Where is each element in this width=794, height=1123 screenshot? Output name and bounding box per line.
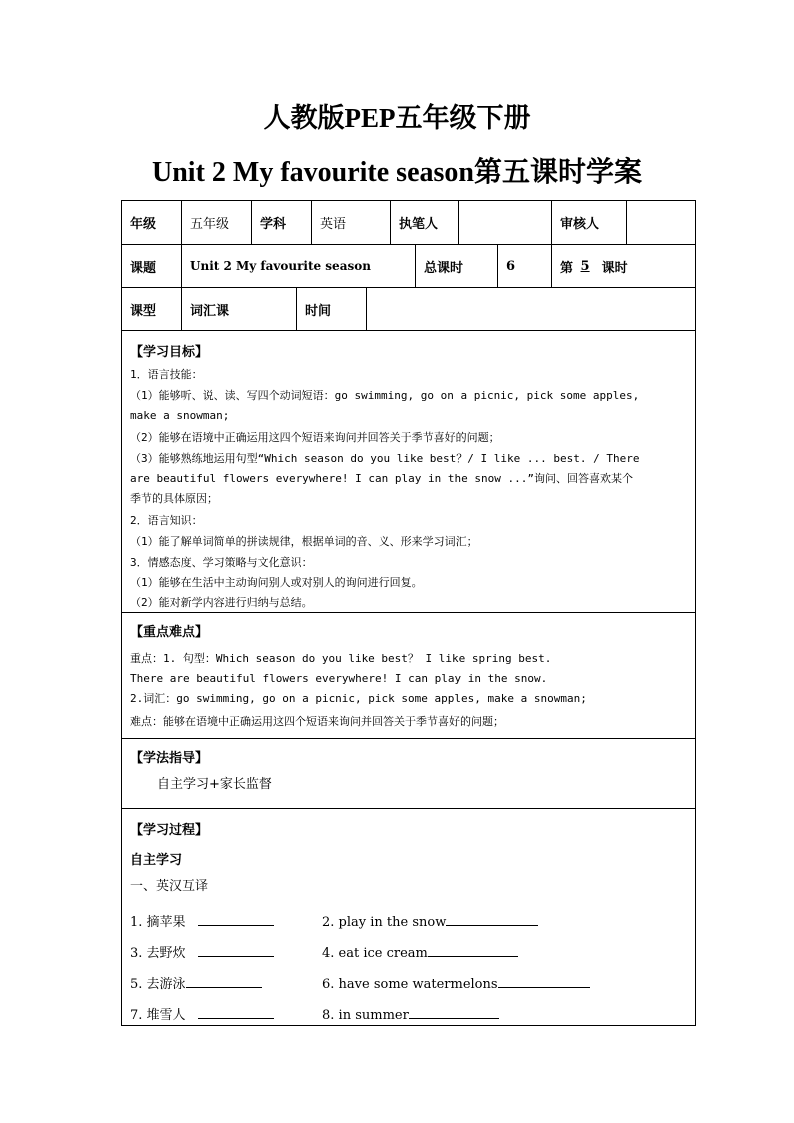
exercise-6 bbox=[322, 973, 590, 992]
grade-value: 五年级 bbox=[182, 201, 252, 244]
goal-line: （1）能了解单词简单的拼读规律，根据单词的音、义、形来学习词汇； bbox=[130, 535, 478, 548]
total-lessons-value: 6 bbox=[498, 245, 552, 287]
key-line: 2.词汇：go swimming, go on a picnic, pick some apples, make a snowman; bbox=[130, 692, 587, 705]
key-line: 难点：能够在语境中正确运用这四个短语来询问并回答关于季节喜好的问题； bbox=[130, 715, 504, 728]
exercise-5 bbox=[130, 973, 262, 992]
answer-blank-8[interactable] bbox=[409, 1004, 499, 1019]
answer-blank-6[interactable] bbox=[498, 973, 590, 988]
lesson-number bbox=[552, 245, 695, 287]
exercise-2 bbox=[322, 911, 538, 930]
goal-line: 季节的具体原因； bbox=[130, 492, 218, 505]
translation-section-title: 一、英汉互译 bbox=[130, 879, 209, 894]
method-heading: 【学法指导】 bbox=[130, 751, 209, 766]
title-line-2: Unit 2 My favourite season第五课时学案 bbox=[152, 157, 642, 188]
method-text: 自主学习+家长监督 bbox=[157, 777, 272, 792]
exercise-1 bbox=[130, 911, 274, 930]
info-row-3 bbox=[122, 288, 695, 331]
goals-heading: 【学习目标】 bbox=[130, 345, 209, 360]
subject-value: 英语 bbox=[312, 201, 391, 244]
time-label: 时间 bbox=[297, 288, 367, 330]
exercise-1-prompt: 1. 摘苹果 bbox=[130, 915, 186, 930]
exercise-4-prompt: 4. eat ice cream bbox=[322, 946, 428, 961]
topic-label: 课题 bbox=[122, 245, 182, 287]
process-section bbox=[122, 809, 695, 1025]
answer-blank-4[interactable] bbox=[428, 942, 518, 957]
exercise-6-prompt: 6. have some watermelons bbox=[322, 977, 498, 992]
goal-line: （3）能够熟练地运用句型“Which season do you like best？/ I like ... best. / There bbox=[130, 452, 640, 465]
self-study-label: 自主学习 bbox=[130, 853, 183, 868]
author-value bbox=[459, 201, 552, 244]
type-value: 词汇课 bbox=[182, 288, 297, 330]
answer-blank-3[interactable] bbox=[198, 942, 274, 957]
key-line: There are beautiful flowers everywhere! I can play in the snow. bbox=[130, 672, 548, 685]
goal-line: （1）能够听、说、读、写四个动词短语：go swimming, go on a picnic, pick some apples, bbox=[130, 389, 640, 402]
goal-line: are beautiful flowers everywhere! I can play in the snow ...”询问、回答喜欢某个 bbox=[130, 472, 633, 485]
answer-blank-1[interactable] bbox=[198, 911, 274, 926]
lesson-number-value: 5 bbox=[580, 258, 590, 274]
exercise-2-prompt: 2. play in the snow bbox=[322, 915, 447, 930]
key-line: 重点：1. 句型：Which season do you like best？ I like spring best. bbox=[130, 652, 552, 665]
subject-label: 学科 bbox=[252, 201, 312, 244]
topic-value: Unit 2 My favourite season bbox=[182, 245, 416, 287]
lesson-plan-table bbox=[121, 200, 696, 1026]
key-heading: 【重点难点】 bbox=[130, 625, 209, 640]
exercise-3 bbox=[130, 942, 274, 961]
goal-line: 2．语言知识： bbox=[130, 514, 203, 527]
info-row-1 bbox=[122, 201, 695, 245]
key-points-section bbox=[122, 613, 695, 739]
exercise-7 bbox=[130, 1004, 274, 1023]
answer-blank-2[interactable] bbox=[446, 911, 538, 926]
time-value bbox=[367, 288, 695, 330]
lesson-prefix: 第 bbox=[560, 260, 574, 276]
exercise-3-prompt: 3. 去野炊 bbox=[130, 946, 186, 961]
exercise-8-prompt: 8. in summer bbox=[322, 1008, 409, 1023]
goal-line: （2）能够在语境中正确运用这四个短语来询问并回答关于季节喜好的问题； bbox=[130, 431, 500, 444]
goal-line: （1）能够在生活中主动询问别人或对别人的询问进行回复。 bbox=[130, 576, 423, 589]
goal-line: （2）能对新学内容进行归纳与总结。 bbox=[130, 596, 313, 609]
lesson-suffix: 课时 bbox=[601, 260, 628, 276]
goal-line: 3．情感态度、学习策略与文化意识： bbox=[130, 556, 313, 569]
reviewer-label: 审核人 bbox=[552, 201, 627, 244]
title-line-1: 人教版PEP五年级下册 bbox=[263, 103, 531, 133]
answer-blank-5[interactable] bbox=[186, 973, 262, 988]
grade-label: 年级 bbox=[122, 201, 182, 244]
answer-blank-7[interactable] bbox=[198, 1004, 274, 1019]
exercise-4 bbox=[322, 942, 518, 961]
reviewer-value bbox=[627, 201, 695, 244]
total-lessons-label: 总课时 bbox=[416, 245, 498, 287]
method-section bbox=[122, 739, 695, 809]
exercise-7-prompt: 7. 堆雪人 bbox=[130, 1008, 186, 1023]
goal-line: make a snowman; bbox=[130, 409, 230, 422]
learning-goals-section bbox=[122, 331, 695, 613]
exercise-5-prompt: 5. 去游泳 bbox=[130, 977, 186, 992]
exercise-8 bbox=[322, 1004, 499, 1023]
author-label: 执笔人 bbox=[391, 201, 459, 244]
type-label: 课型 bbox=[122, 288, 182, 330]
info-row-2 bbox=[122, 245, 695, 288]
process-heading: 【学习过程】 bbox=[130, 823, 209, 838]
goal-line: 1．语言技能： bbox=[130, 368, 203, 381]
